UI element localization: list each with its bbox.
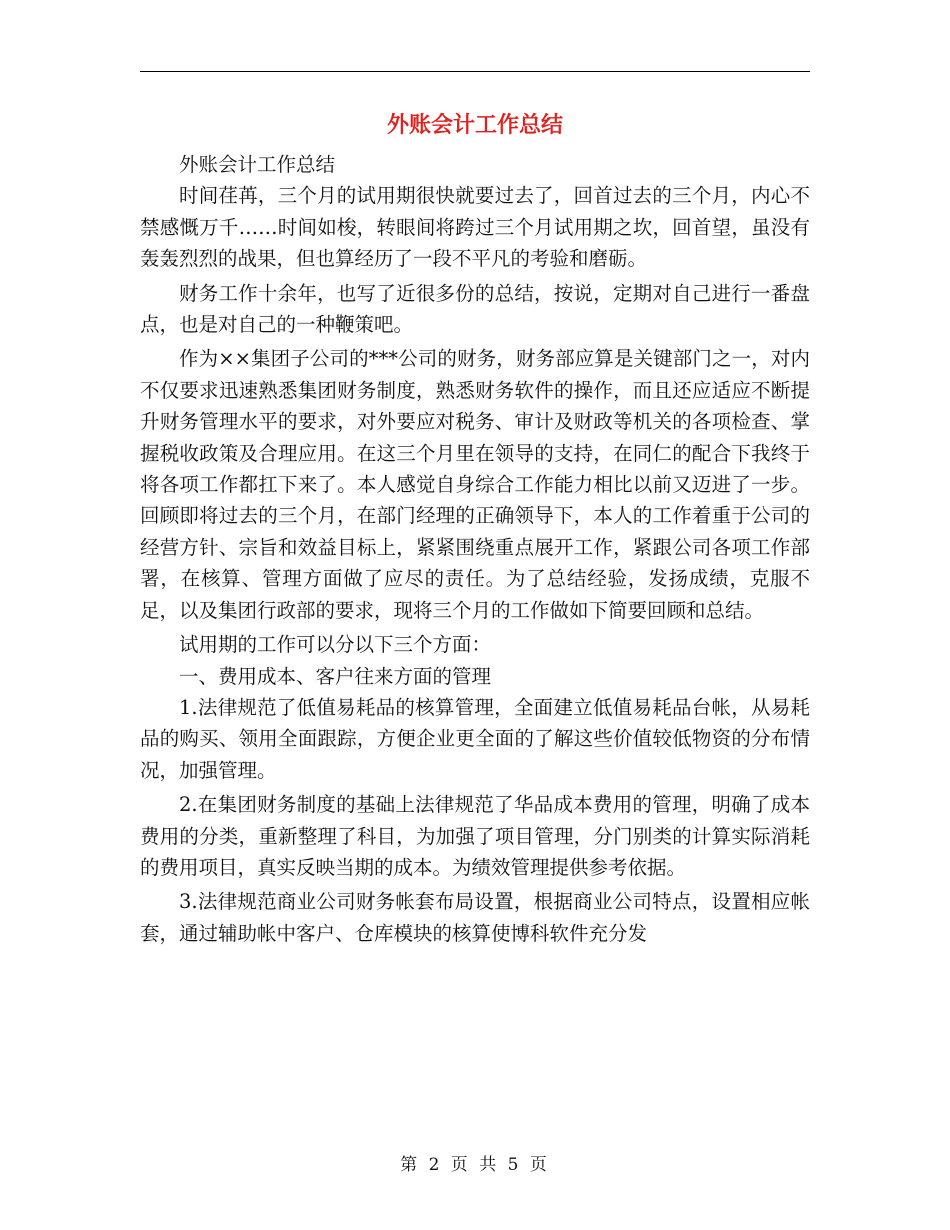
section-heading-1: 一、费用成本、客户往来方面的管理 — [179, 664, 492, 688]
paragraph-aspects: 试用期的工作可以分以下三个方面： — [179, 633, 492, 657]
paragraph-subtitle: 外账会计工作总结 — [179, 153, 336, 176]
paragraph-intro: 时间荏苒，三个月的试用期很快就要过去了，回首过去的三个月，内心不禁感慨万千……时间如梭，转眼间将跨过三个月试用期之坎，回首望，虽没有轰轰烈烈的战果，但也算经历了一段不平凡的考验和磨砺。 — [140, 184, 810, 271]
list-item-3: 3.法律规范商业公司财务帐套布局设置，根据商业公司特点，设置相应帐套，通过辅助帐中客户、仓库模块的核算使博科软件充分发 — [140, 890, 810, 945]
list-item-1: 1.法律规范了低值易耗品的核算管理，全面建立低值易耗品台帐，从易耗品的购买、领用全面跟踪，方便企业更全面的了解这些价值较低物资的分布情况，加强管理。 — [140, 695, 810, 782]
page-footer: 第 2 页 共 5 页 — [400, 1155, 550, 1175]
paragraph-experience: 财务工作十余年，也写了近很多份的总结，按说，定期对自己进行一番盘点，也是对自己的一种鞭策吧。 — [140, 281, 810, 337]
document-body — [140, 149, 810, 949]
header-rule — [140, 71, 810, 72]
document-title: 外账会计工作总结 — [386, 112, 563, 138]
paragraph-role: 作为××集团子公司的***公司的财务，财务部应算是关键部门之一，对内不仅要求迅速熟悉集团财务制度，熟悉财务软件的操作，而且还应适应不断提升财务管理水平的要求，对外要应对税务、审计及财政等机关的各项检查、掌握税收政策及合理应用。在这三个月里在领导的支持，在同仁的配合下我终于将各项工作都扛下来了。本人感觉自身综合工作能力相比以前又迈进了一步。回顾即将过去的三个月，在部门经理的正确领导下，本人的工作着重于公司的经营方针、宗旨和效益目标上，紧紧围绕重点展开工作，紧跟公司各项工作部署，在核算、管理方面做了应尽的责任。为了总结经验，发扬成绩，克服不足，以及集团行政部的要求，现将三个月的工作做如下简要回顾和总结。 — [140, 347, 810, 622]
list-item-2: 2.在集团财务制度的基础上法律规范了华品成本费用的管理，明确了成本费用的分类，重新整理了科目，为加强了项目管理，分门别类的计算实际消耗的费用项目，真实反映当期的成本。为绩效管理提供参考依据。 — [140, 793, 810, 879]
